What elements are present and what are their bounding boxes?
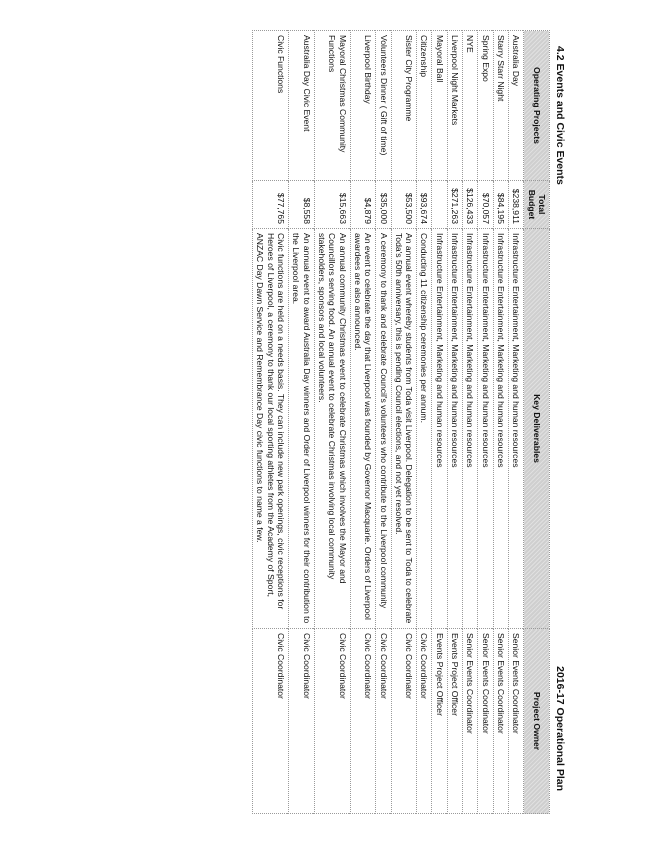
- table-row: [447, 31, 462, 814]
- deliverables-cell: Infrastructure Entertainment, Marketing and human resources: [432, 229, 447, 629]
- owner-cell: Civic Coordinator: [417, 629, 432, 814]
- deliverables-cell: Infrastructure Entertainment, Marketing and human resources: [447, 229, 462, 629]
- owner-cell: Events Project Officer: [447, 629, 462, 814]
- budget-cell: $77,765: [253, 181, 289, 229]
- budget-cell: $53,500: [391, 181, 417, 229]
- project-cell: Australia Day: [509, 31, 524, 181]
- owner-cell: Civic Coordinator: [253, 629, 289, 814]
- section-title: 4.2 Events and Civic Events: [554, 46, 566, 185]
- owner-cell: Senior Events Coordinator: [493, 629, 508, 814]
- project-cell: Citizenship: [417, 31, 432, 181]
- owner-cell: Civic Coordinator: [350, 629, 376, 814]
- owner-cell: Civic Coordinator: [314, 629, 350, 814]
- project-cell: Liverpool Night Markets: [447, 31, 462, 181]
- deliverables-cell: Civic functions are held on a needs basis. They can include new park openings, civic receptions for Heroes of Liverpool, a ceremony to thank our local sporting athletes from the Academy of Sport, ANZAC Day Dawn Service and Remembrance Day civic functions to name a few.: [253, 229, 289, 629]
- deliverables-cell: An event to celebrate the day that Liverpool was founded by Governor Macquarie. Orders of Liverpool awardees are also announced.: [350, 229, 376, 629]
- owner-cell: Senior Events Coordinator: [509, 629, 524, 814]
- deliverables-cell: An annual event to award Australia Day winners and Order of Liverpool winners for their contribution to the Liverpool area.: [289, 229, 315, 629]
- budget-cell: $93,674: [417, 181, 432, 229]
- header-project-owner: Project Owner: [524, 629, 550, 814]
- deliverables-cell: An annual community Christmas event to celebrate Christmas which involves the Mayor and Councillors serving food. An annual event to celebrate Christmas involving local community stakeholders, sponsors and local volunteers.: [314, 229, 350, 629]
- project-cell: Liverpool Birthday: [350, 31, 376, 181]
- budget-cell: $70,057: [478, 181, 493, 229]
- budget-cell: $126,433: [463, 181, 478, 229]
- owner-cell: Civic Coordinator: [391, 629, 417, 814]
- table-row: [253, 31, 289, 814]
- budget-cell: $8,558: [289, 181, 315, 229]
- table-row: [478, 31, 493, 814]
- budget-cell: $271,263: [447, 181, 462, 229]
- project-cell: Mayoral Christmas Community Functions: [314, 31, 350, 181]
- deliverables-cell: Infrastructure Entertainment, Marketing and human resources: [493, 229, 508, 629]
- owner-cell: Senior Events Coordinator: [478, 629, 493, 814]
- project-cell: Starry Starr Night: [493, 31, 508, 181]
- owner-cell: Civic Coordinator: [376, 629, 391, 814]
- table-row: [289, 31, 315, 814]
- owner-cell: Civic Coordinator: [289, 629, 315, 814]
- deliverables-cell: Infrastructure Entertainment, Marketing and human resources: [463, 229, 478, 629]
- operating-projects-table: [252, 30, 550, 814]
- deliverables-cell: An annual event whereby students from Toda visit Liverpool. Delegation to be sent to Toda to celebrate Toda's 50th anniversary, this is pending Council elections, and not yet resolved.: [391, 229, 417, 629]
- table-row: [417, 31, 432, 814]
- budget-cell: [432, 181, 447, 229]
- deliverables-cell: Infrastructure Entertainment, Marketing and human resources: [478, 229, 493, 629]
- owner-cell: Senior Events Coordinator: [463, 629, 478, 814]
- header-operating-projects: Operating Projects: [524, 31, 550, 181]
- table-row: [391, 31, 417, 814]
- table-header-row: [524, 31, 550, 814]
- table-row: [509, 31, 524, 814]
- table-row: [314, 31, 350, 814]
- project-cell: Civic Functions: [253, 31, 289, 181]
- project-cell: Australia Day Civic Event: [289, 31, 315, 181]
- owner-cell: Events Project Officer: [432, 629, 447, 814]
- budget-cell: $84,195: [493, 181, 508, 229]
- table-row: [493, 31, 508, 814]
- project-cell: Volunteers Dinner ( Gift of time): [376, 31, 391, 181]
- table-body: [253, 31, 524, 814]
- table-row: [376, 31, 391, 814]
- deliverables-cell: A ceremony to thank and celebrate Council's volunteers who contribute to the Liverpool community: [376, 229, 391, 629]
- deliverables-cell: Conducting 11 citizenship ceremonies per annum.: [417, 229, 432, 629]
- header-total-budget: Total Budget: [524, 181, 550, 229]
- project-cell: NYE: [463, 31, 478, 181]
- deliverables-cell: Infrastructure Entertainment, Marketing and human resources: [509, 229, 524, 629]
- budget-cell: $15,663: [314, 181, 350, 229]
- table-row: [350, 31, 376, 814]
- table-row: [463, 31, 478, 814]
- budget-cell: $238,911: [509, 181, 524, 229]
- project-cell: Spring Expo: [478, 31, 493, 181]
- budget-cell: $35,000: [376, 181, 391, 229]
- budget-cell: $4,879: [350, 181, 376, 229]
- table-row: [432, 31, 447, 814]
- plan-title: 2016-17 Operational Plan: [554, 666, 566, 791]
- project-cell: Mayoral Ball: [432, 31, 447, 181]
- header-key-deliverables: Key Deliverables: [524, 229, 550, 629]
- project-cell: Sister City Programme: [391, 31, 417, 181]
